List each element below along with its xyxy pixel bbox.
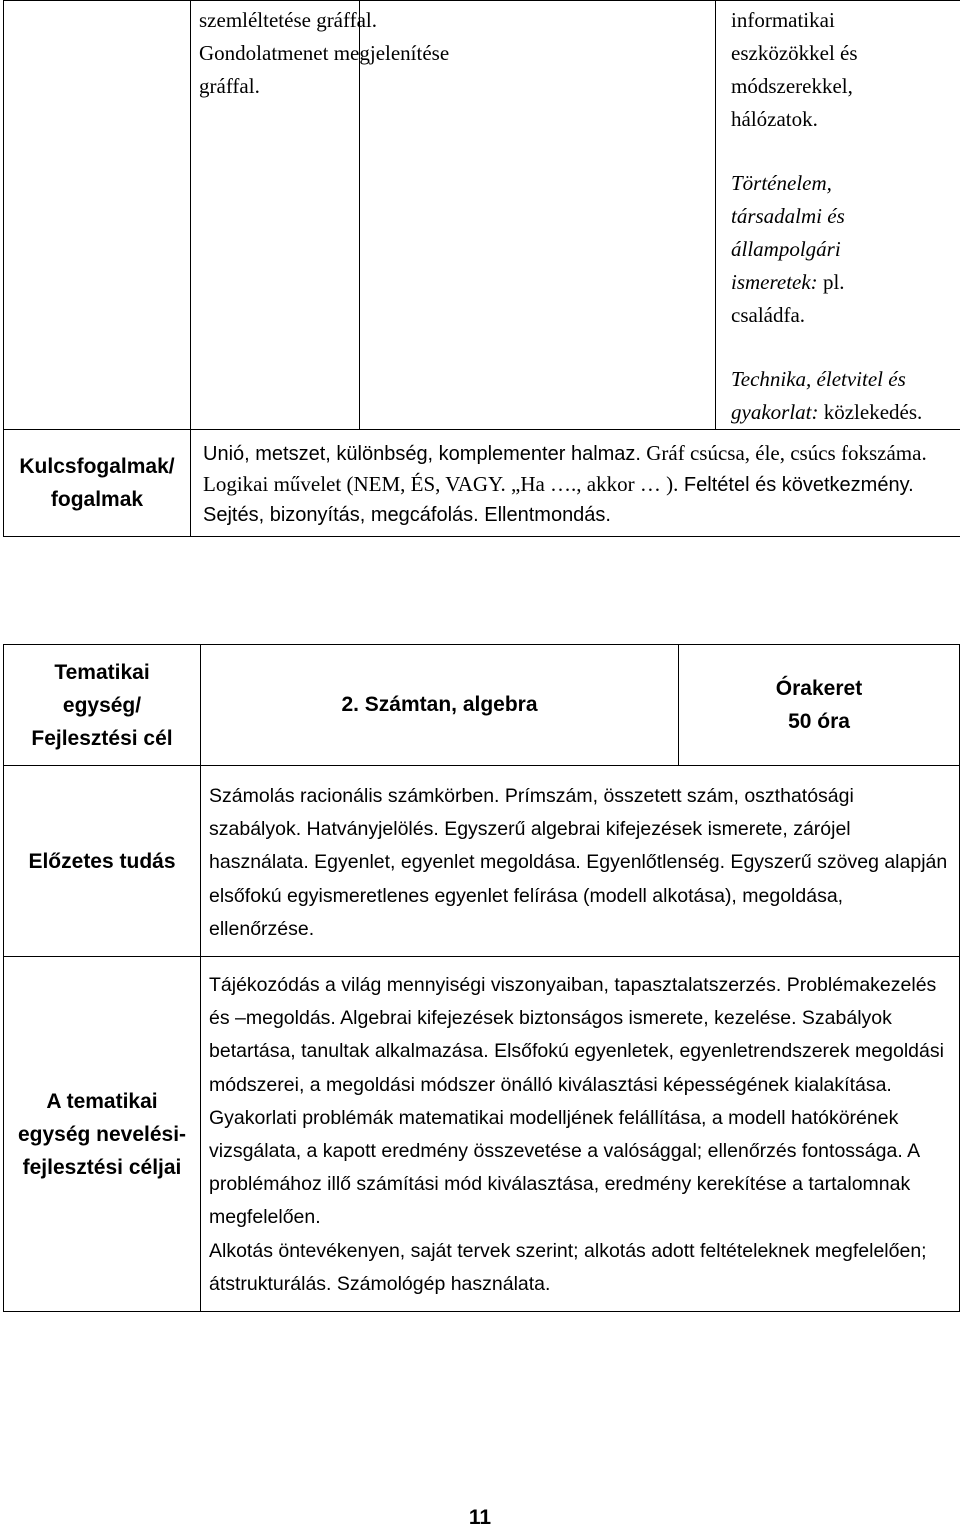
table-row	[4, 766, 960, 957]
text-line: szemléltetése gráffal.	[199, 4, 359, 37]
text-fragment: közlekedés.	[818, 400, 922, 424]
text-line: családfa.	[731, 299, 960, 332]
prior-knowledge-text: Számolás racionális számkörben. Prímszám, összetett szám, oszthatósági szabályok. Hatványjelölés. Egyszerű algebrai kifejezések ismerete, zárójel használata. Egyenlet, egyenlet megoldása. Egyenlőtlenség. Egyszerű szöveg alapján elsőfokú egyismeretlenes egyenlet felírása (modell alkotása), megoldása, ellenőrzése.	[201, 766, 960, 957]
page-number: 11	[0, 1506, 960, 1530]
text-line: állampolgári	[731, 233, 960, 266]
paragraph: Tájékozódás a világ mennyiségi viszonyaiban, tapasztalatszerzés. Problémakezelés és –megoldás. Algebrai kifejezések biztonságos ismerete, kezelése. Szabályok betartása, tanultak alkalmazása. Elsőfokú egyenletek, egyenletrendszerek megoldási módszerei, a megoldási módszer önálló kiválasztási képességének kialakítása.	[209, 969, 951, 1102]
label-line: fogalmak	[4, 483, 190, 516]
prior-knowledge-label: Előzetes tudás	[4, 766, 201, 957]
unit-title: 2. Számtan, algebra	[201, 645, 679, 766]
paragraph: Gyakorlati problémák matematikai modelljének felállítása, a modell hatókörének vizsgálata, a kapott eredmény összevetése a valósággal; ellenőrzés fontossága. A problémához illő számítási mód kiválasztása, eredmény kerekítése a tartalomnak megfelelően.	[209, 1102, 951, 1235]
key-concepts-label	[4, 430, 191, 537]
subject-name: gyakorlat:	[731, 400, 818, 424]
text-line: Történelem,	[731, 167, 960, 200]
label-line: A tematikai	[4, 1085, 200, 1118]
empty-cell	[4, 1, 191, 430]
paragraph: Alkotás öntevékenyen, saját tervek szerint; alkotás adott feltételeknek megfelelően; átstrukturálás. Számológép használata.	[209, 1235, 951, 1301]
text-line: Gondolatmenet megjelenítése	[199, 37, 359, 70]
text-line: informatikai	[731, 4, 960, 37]
hours-label: Órakeret	[679, 672, 959, 705]
text-fragment: Feltétel és következmény. Sejtés, bizonyítás, megcáfolás. Ellentmondás.	[203, 474, 914, 526]
text-fragment: Unió, metszet, különbség, komplementer halmaz.	[203, 443, 641, 465]
thematic-unit-header-label	[4, 645, 201, 766]
text-line: módszerekkel,	[731, 70, 960, 103]
goals-text	[201, 957, 960, 1312]
text-line: hálózatok.	[731, 103, 960, 136]
label-line: Tematikai	[4, 656, 200, 689]
table-row	[4, 430, 960, 537]
text-line: Technika, életvitel és	[731, 363, 960, 396]
hours-value: 50 óra	[679, 705, 959, 738]
curriculum-table-continued	[3, 0, 960, 537]
label-line: egység/	[4, 689, 200, 722]
subject-name: ismeretek:	[731, 270, 818, 294]
text-line: gráffal.	[199, 70, 359, 103]
text-line	[731, 266, 960, 299]
table-row	[4, 957, 960, 1312]
text-line: társadalmi és	[731, 200, 960, 233]
label-line: Kulcsfogalmak/	[4, 450, 190, 483]
connections-cell	[716, 1, 960, 430]
label-line: Fejlesztési cél	[4, 722, 200, 755]
key-concepts-text	[191, 430, 960, 537]
text-line	[731, 396, 960, 429]
text-fragment: Gráf csúcsa, éle, csúcs fokszáma. Logikai művelet (NEM, ÉS, VAGY. „Ha …., akkor … ).	[203, 441, 927, 496]
text-fragment: pl.	[818, 270, 845, 294]
table-row	[4, 645, 960, 766]
label-line: fejlesztési céljai	[4, 1151, 200, 1184]
activities-cell	[191, 1, 360, 430]
goals-label	[4, 957, 201, 1312]
thematic-unit-table	[3, 644, 960, 1312]
text-line: eszközökkel és	[731, 37, 960, 70]
table-row	[4, 1, 960, 430]
hours-cell	[679, 645, 960, 766]
label-line: egység nevelési-	[4, 1118, 200, 1151]
